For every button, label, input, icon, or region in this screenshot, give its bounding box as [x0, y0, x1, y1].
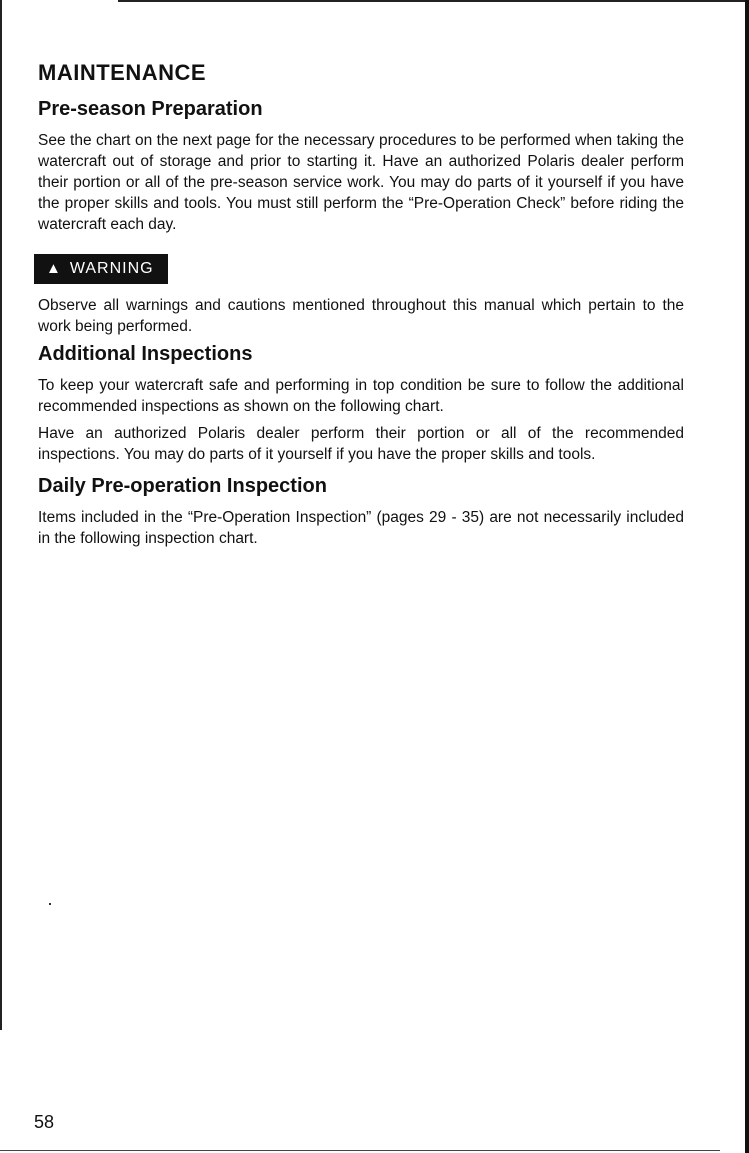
page-number: 58: [34, 1112, 55, 1132]
daily-inspection-heading: Daily Pre-operation Inspection: [38, 475, 327, 497]
daily-paragraph: Items included in the “Pre-Operation Inspection” (pages 29 - 35) are not necessarily included in the following inspection chart.: [38, 509, 684, 547]
manual-page: [38, 60, 684, 555]
preseason-paragraph: See the chart on the next page for the necessary procedures to be performed when taking the watercraft out of storage and prior to starting it. Have an authorized Polaris dealer perform their portion or all of the pre-season service work. You may do parts of it yourself if you have the proper skills and tools. You must still perform the “Pre-Operation Check” before riding the watercraft each day.: [38, 132, 684, 233]
scan-edge-bottom: [0, 1150, 720, 1151]
warning-label: WARNING: [69, 260, 154, 277]
scan-edge-top: [118, 0, 749, 2]
stray-mark: [49, 903, 51, 905]
page-title: MAINTENANCE: [38, 60, 207, 85]
warning-banner: [34, 254, 168, 284]
additional-inspections-heading: Additional Inspections: [38, 343, 253, 365]
preseason-heading: Pre-season Preparation: [38, 98, 263, 120]
scan-edge-left: [0, 0, 2, 1030]
warning-text: Observe all warnings and cautions mentioned throughout this manual which pertain to the work being performed.: [38, 297, 684, 335]
additional-paragraph-1: To keep your watercraft safe and performing in top condition be sure to follow the additional recommended inspections as shown on the following chart.: [38, 377, 684, 415]
warning-triangle-icon: ▲: [46, 260, 62, 277]
additional-paragraph-2: Have an authorized Polaris dealer perform their portion or all of the recommended inspections. You may do parts of it yourself if you have the proper skills and tools.: [38, 425, 684, 463]
scan-edge-right: [745, 0, 749, 1153]
